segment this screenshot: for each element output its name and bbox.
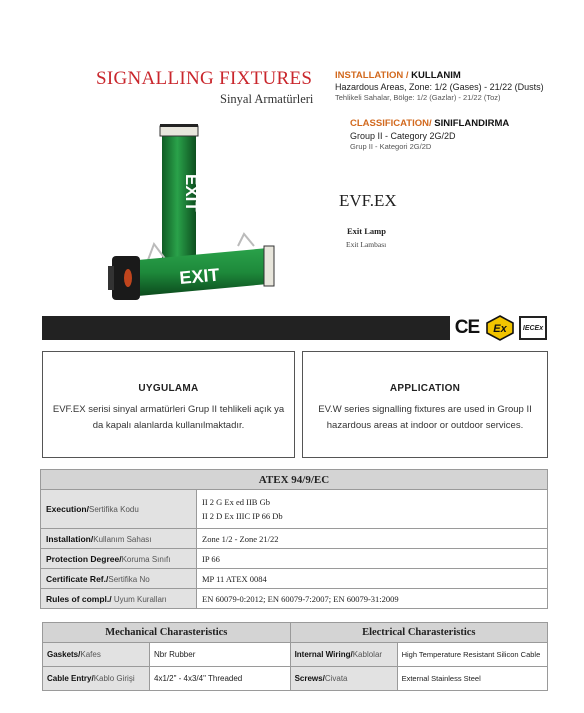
installation-section	[335, 70, 544, 102]
classification-text-tr: Grup II - Kategori 2G/2D	[350, 142, 432, 151]
application-tr-text: EVF.EX serisi sinyal armatürleri Grup II tehlikeli açık ya da kapalı alanlarda kullanılmaktadır.	[52, 404, 285, 431]
application-tr-heading: UYGULAMA	[138, 383, 199, 394]
ce-logo: CE	[454, 317, 480, 338]
classification-section	[350, 118, 509, 151]
mechanical-value: Nbr Rubber	[150, 643, 291, 667]
table-row	[41, 589, 548, 609]
application-en-heading: APPLICATION	[389, 383, 461, 394]
atex-heading: ATEX 94/9/EC	[41, 470, 548, 490]
page-subtitle: Sinyal Armatürleri	[220, 92, 314, 106]
electrical-value: High Temperature Resistant Silicon Cable	[397, 643, 547, 667]
atex-label: Installation/Kullanım Sahası	[41, 529, 197, 549]
atex-value: MP 11 ATEX 0084	[197, 569, 548, 589]
vertical-cap	[160, 126, 198, 136]
electrical-value: External Stainless Steel	[397, 667, 547, 691]
application-en-text: EV.W series signalling fixtures are used in Group II hazardous areas at indoor or outdoor services.	[318, 404, 532, 431]
atex-value: II 2 G Ex ed IIB Gb II 2 D Ex IIIC IP 66 Db	[197, 490, 548, 529]
application-tr-box	[42, 351, 295, 458]
iecex-logo: IECEx	[518, 316, 548, 340]
header-band	[42, 316, 450, 340]
mechanical-heading: Mechanical Charasteristics	[43, 623, 291, 643]
table-row	[41, 529, 548, 549]
table-row	[41, 549, 548, 569]
atex-label: Certificate Ref./Sertifika No	[41, 569, 197, 589]
product-name-tr: Exit Lambası	[346, 240, 387, 249]
classification-text-en: Group II - Category 2G/2D	[350, 131, 456, 141]
exit-label-vertical: EXIT	[182, 174, 201, 212]
page-title: SIGNALLING FIXTURES	[96, 68, 313, 89]
electrical-label: Internal Wiring/Kablolar	[290, 643, 397, 667]
mechanical-label: Gaskets/Kafes	[43, 643, 150, 667]
atex-label: Execution/Sertifika Kodu	[41, 490, 197, 529]
installation-text-tr: Tehlikeli Sahalar, Bölge: 1/2 (Gazlar) - 21/22 (Toz)	[335, 93, 501, 102]
atex-label: Rules of compl./ Uyum Kuralları	[41, 589, 197, 609]
table-row	[43, 643, 548, 667]
classification-heading: CLASSIFICATION/ SINIFLANDIRMA	[350, 118, 510, 129]
mechanical-label: Cable Entry/Kablo Girişi	[43, 667, 150, 691]
atex-label: Protection Degree/Koruma Sınıfı	[41, 549, 197, 569]
product-name-en: Exit Lamp	[347, 226, 386, 236]
characteristics-table	[42, 622, 548, 691]
atex-value: Zone 1/2 - Zone 21/22	[197, 529, 548, 549]
atex-table	[40, 469, 548, 609]
installation-heading: INSTALLATION / KULLANIM	[335, 70, 461, 81]
svg-text:Ex: Ex	[493, 323, 507, 335]
bracket-right	[238, 234, 254, 246]
horizontal-cap	[264, 246, 274, 286]
exit-label-horizontal: EXIT	[178, 264, 221, 288]
table-row	[43, 667, 548, 691]
product-model: EVF.EX	[339, 191, 397, 210]
electrical-label: Screws/Civata	[290, 667, 397, 691]
product-image	[108, 120, 288, 310]
ex-logo	[486, 315, 514, 341]
installation-text-en: Hazardous Areas, Zone: 1/2 (Gases) - 21/22 (Dusts)	[335, 82, 544, 92]
atex-value: IP 66	[197, 549, 548, 569]
table-row	[41, 569, 548, 589]
table-row	[41, 490, 548, 529]
atex-value: EN 60079-0:2012; EN 60079-7:2007; EN 60079-31:2009	[197, 589, 548, 609]
electrical-heading: Electrical Charasteristics	[290, 623, 547, 643]
mechanical-value: 4x1/2" - 4x3/4" Threaded	[150, 667, 291, 691]
application-en-box	[302, 351, 548, 458]
